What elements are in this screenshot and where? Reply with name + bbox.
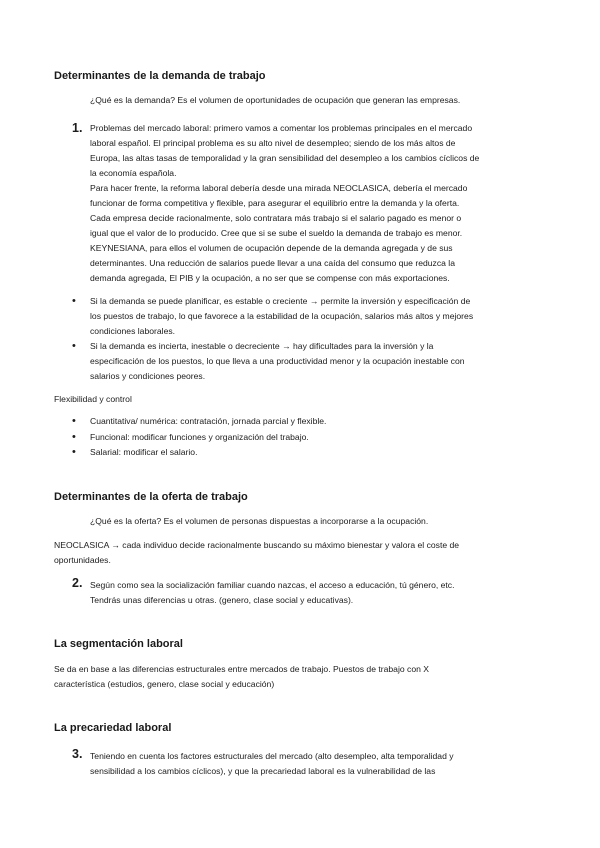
text-line: Si la demanda es incierta, inestable o decreciente → hay dificultades para la inversión y la <box>90 341 434 351</box>
text-line: los puestos de trabajo, lo que favorece a la estabilidad de la ocupación, salarios más altos y mejores <box>90 311 474 321</box>
section-heading-precariedad: La precariedad laboral <box>54 722 172 734</box>
paragraph-problemas <box>90 121 550 286</box>
bullet-demanda-incierta <box>90 339 550 384</box>
text-line: KEYNESIANA, para ellos el volumen de ocupación depende de la demanda agregada y de sus <box>90 243 453 253</box>
text-line: igual que el valor de lo producido. Cree que si se sube el sueldo la demanda de trabajo es menor. <box>90 228 463 238</box>
text-line: Se da en base a las diferencias estructurales entre mercados de trabajo. Puestos de trabajo con X <box>54 664 430 674</box>
text-line: oportunidades. <box>54 555 111 565</box>
text-line: Según como sea la socialización familiar cuando nazcas, el acceso a educación, tú género, etc. <box>90 580 455 590</box>
oferta-question: ¿Qué es la oferta? Es el volumen de personas dispuestas a incorporarse a la ocupación. <box>90 516 429 526</box>
text-line: Cada empresa decide racionalmente, solo contratara más trabajo si el salario pagado es menor o <box>90 213 462 223</box>
text-line: especificación de los puestos, lo que lleva a una productividad menor y la ocupación inestable con <box>90 356 465 366</box>
paragraph-socializacion <box>90 578 550 608</box>
text-line: Europa, las altas tasas de temporalidad y la gran sensibilidad del desempleo a los cambios cíclicos de <box>90 153 480 163</box>
demanda-question: ¿Qué es la demanda? Es el volumen de oportunidades de ocupación que generan las empresas. <box>90 95 461 105</box>
text-line: Para hacer frente, la reforma laboral debería desde una mirada NEOCLASICA, debería el mercado <box>90 183 468 193</box>
text-line: sensibilidad a los cambios cíclicos), y que la precariedad laboral es la vulnerabilidad de las <box>90 766 436 776</box>
section-heading-segmentacion: La segmentación laboral <box>54 638 183 650</box>
text-line: Tendrás unas diferencias u otras. (genero, clase social y educativas). <box>90 595 354 605</box>
text-line: determinantes. Una reducción de salarios puede llevar a una caída del consumo que reduzca la <box>90 258 455 268</box>
bullet-icon: • <box>72 431 76 443</box>
list-number-2: 2. <box>72 576 83 590</box>
flexibilidad-label: Flexibilidad y control <box>54 394 132 404</box>
flex-item-funcional: Funcional: modificar funciones y organización del trabajo. <box>90 432 309 442</box>
text-line: la economía española. <box>90 168 177 178</box>
text-line: salarios y condiciones peores. <box>90 371 206 381</box>
text-line: condiciones laborales. <box>90 326 176 336</box>
text-line: Problemas del mercado laboral: primero vamos a comentar los problemas principales en el mercado <box>90 123 473 133</box>
text-line: Si la demanda se puede planificar, es estable o creciente → permite la inversión y especificación de <box>90 296 471 306</box>
text-line: laboral español. El principal problema es su alto nivel de desempleo; siendo de los más altos de <box>90 138 456 148</box>
text-line: Teniendo en cuenta los factores estructurales del mercado (alto desempleo, alta temporalidad y <box>90 751 454 761</box>
list-number-1: 1. <box>72 121 83 135</box>
text-line: funcionar de forma competitiva y flexible, para asegurar el equilibrio entre la demanda y la oferta. <box>90 198 460 208</box>
bullet-icon: • <box>72 446 76 458</box>
bullet-demanda-estable <box>90 294 550 339</box>
text-line: NEOCLASICA → cada individuo decide racionalmente buscando su máximo bienestar y valora el coste de <box>54 540 460 550</box>
section-heading-oferta: Determinantes de la oferta de trabajo <box>54 491 248 503</box>
flex-item-salarial: Salarial: modificar el salario. <box>90 447 198 457</box>
section-heading-demanda: Determinantes de la demanda de trabajo <box>54 70 266 82</box>
paragraph-neoclasica <box>54 538 544 568</box>
bullet-icon: • <box>72 340 76 352</box>
paragraph-precariedad <box>90 749 550 779</box>
text-line: demanda agregada, El PIB y la ocupación, a no ser que se compense con más exportaciones. <box>90 273 450 283</box>
flex-item-cuantitativa: Cuantitativa/ numérica: contratación, jornada parcial y flexible. <box>90 416 327 426</box>
bullet-icon: • <box>72 415 76 427</box>
paragraph-segmentacion <box>54 662 544 692</box>
bullet-icon: • <box>72 295 76 307</box>
text-line: característica (estudios, genero, clase social y educación) <box>54 679 275 689</box>
list-number-3: 3. <box>72 747 83 761</box>
